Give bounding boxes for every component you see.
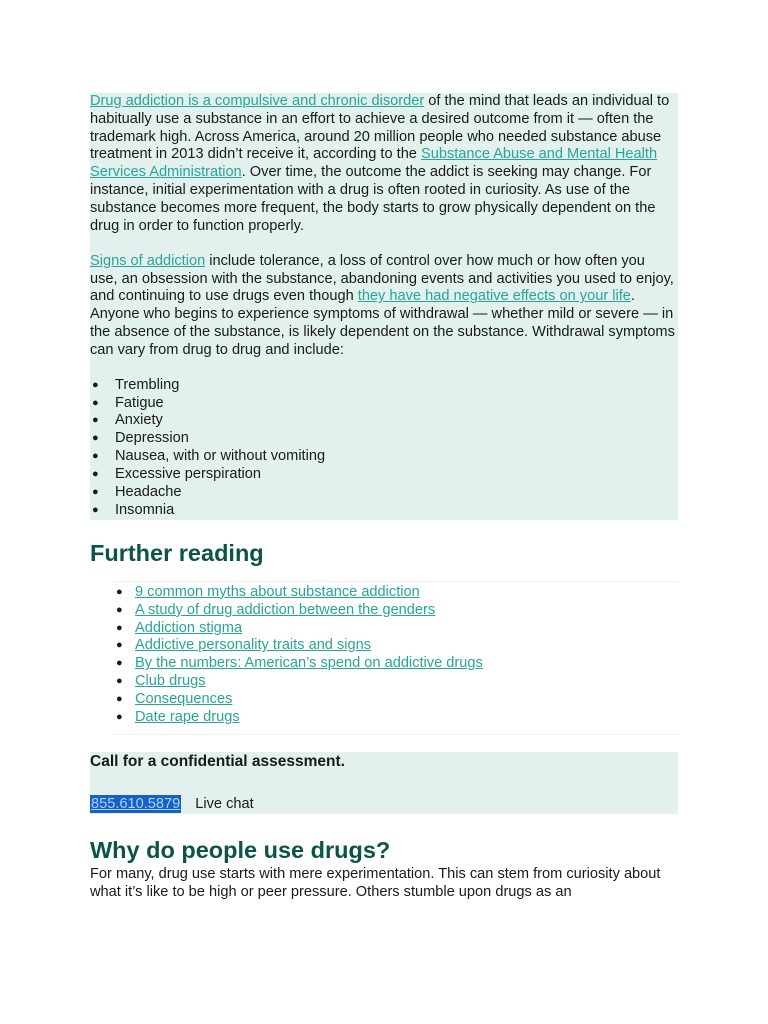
further-reading-list	[114, 584, 678, 727]
reading-link[interactable]: Club drugs	[135, 673, 206, 690]
list-item	[90, 448, 676, 466]
symptom-label: Insomnia	[115, 501, 175, 518]
further-reading-box	[114, 581, 678, 735]
link-samhsa[interactable]: Substance Abuse and Mental Health Services Administration	[90, 146, 658, 181]
why-paragraph: For many, drug use starts with mere experimentation. This can stem from curiosity about what it’s like to be high or peer pressure. Others stumble upon drugs as an	[90, 865, 661, 900]
list-item	[90, 377, 676, 395]
bullet-icon: ●	[116, 585, 123, 598]
bullet-icon: ●	[116, 621, 123, 634]
list-item	[90, 395, 676, 413]
intro-paragraph-1	[90, 93, 676, 235]
live-chat-link[interactable]: Live chat	[195, 795, 254, 812]
symptom-label: Trembling	[115, 376, 180, 393]
list-item	[90, 412, 676, 430]
bullet-icon: ●	[92, 432, 99, 445]
reading-link[interactable]: 9 common myths about substance addiction	[135, 583, 420, 600]
intro-paragraph-2	[90, 253, 676, 360]
reading-link[interactable]: Addictive personality traits and signs	[135, 637, 372, 654]
bullet-icon: ●	[92, 503, 99, 516]
symptom-label: Depression	[115, 430, 189, 447]
phone-number-link[interactable]: 855.610.5879	[91, 795, 181, 812]
link-negative-effects[interactable]: they have had negative effects on your life	[357, 288, 631, 305]
list-item	[90, 484, 676, 502]
intro-text: . Over time, the outcome the addict is seeking may change. For instance, initial experimentation with a drug is often rooted in curiosity. As use of the substance becomes more frequent, the body starts to grow physically dependent on the drug in order to function properly.	[90, 164, 656, 234]
symptom-label: Excessive perspiration	[115, 466, 262, 483]
list-item	[114, 620, 678, 638]
bullet-icon: ●	[116, 657, 123, 670]
bullet-icon: ●	[116, 639, 123, 652]
list-item	[114, 584, 678, 602]
reading-link[interactable]: A study of drug addiction between the genders	[135, 601, 436, 618]
bullet-icon: ●	[92, 396, 99, 409]
bullet-icon: ●	[116, 675, 123, 688]
bullet-icon: ●	[92, 378, 99, 391]
intro-text: of the mind that leads an individual to habitually use a substance in an effort to achieve a desired outcome from it — often the trademark high. Across America, around 20 million people who needed substance abuse treatment in 2013 didn’t receive it, according to the	[90, 93, 670, 163]
article-content	[90, 93, 678, 901]
bullet-icon: ●	[92, 486, 99, 498]
list-item	[114, 709, 678, 727]
symptom-label: Fatigue	[115, 394, 164, 411]
list-item	[114, 637, 678, 655]
symptom-label: Nausea, with or without vomiting	[115, 448, 326, 465]
callout-title: Call for a confidential assessment.	[90, 752, 345, 770]
list-item	[90, 502, 676, 520]
bullet-icon: ●	[92, 450, 99, 463]
link-drug-addiction-disorder[interactable]: Drug addiction is a compulsive and chronic disorder	[90, 93, 425, 109]
reading-link[interactable]: Consequences	[135, 691, 233, 708]
list-item	[90, 430, 676, 448]
intro-text: . Anyone who begins to experience symptoms of withdrawal — whether mild or severe — in the absence of the substance, is likely dependent on the substance. Withdrawal symptoms can vary from drug to drug and include:	[90, 288, 675, 358]
callout-actions	[90, 795, 254, 813]
assessment-callout	[90, 752, 678, 814]
further-reading-heading: Further reading	[90, 539, 264, 566]
symptom-label: Headache	[115, 484, 182, 500]
bullet-icon: ●	[92, 414, 99, 427]
link-signs-of-addiction[interactable]: Signs of addiction	[90, 252, 206, 269]
list-item	[114, 655, 678, 673]
bullet-icon: ●	[116, 711, 123, 724]
list-item	[114, 691, 678, 709]
symptom-label: Anxiety	[115, 412, 163, 429]
list-item	[114, 673, 678, 691]
reading-link[interactable]: By the numbers: American’s spend on addictive drugs	[135, 655, 483, 672]
bullet-icon: ●	[92, 468, 99, 481]
reading-link[interactable]: Date rape drugs	[135, 709, 240, 726]
intro-section	[90, 93, 678, 520]
bullet-icon: ●	[116, 603, 123, 616]
list-item	[114, 602, 678, 620]
symptom-list	[90, 377, 676, 520]
bullet-icon: ●	[116, 693, 123, 706]
intro-text: include tolerance, a loss of control over how much or how often you use, an obsession with the substance, abandoning events and activities you used to enjoy, and continuing to use drugs even though	[90, 252, 674, 305]
why-heading: Why do people use drugs?	[90, 836, 391, 863]
list-item	[90, 466, 676, 484]
reading-link[interactable]: Addiction stigma	[135, 619, 243, 636]
